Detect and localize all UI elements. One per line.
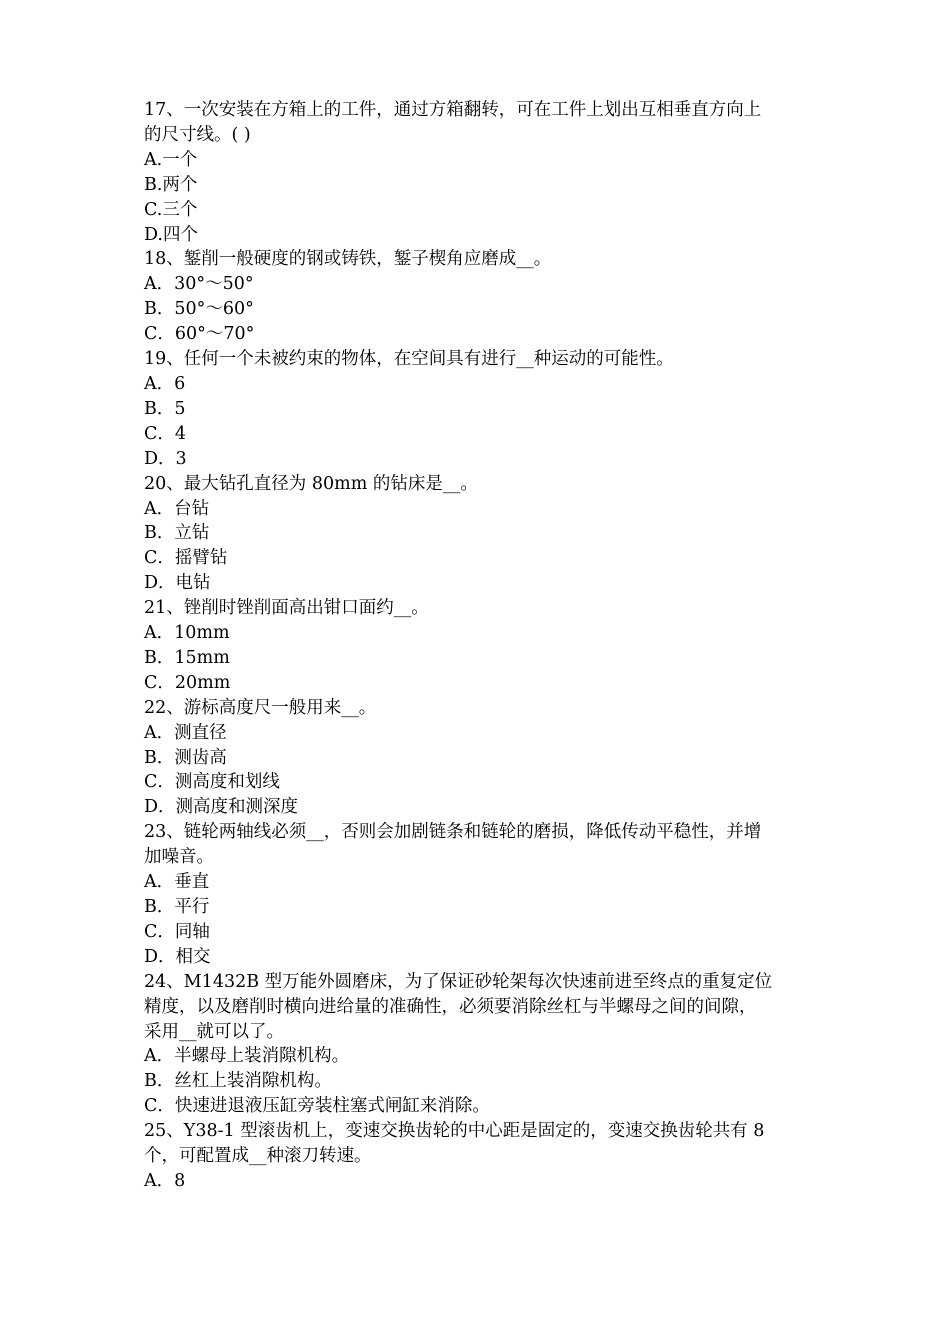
option-d: D．3 xyxy=(144,448,187,469)
option-d: D．电钻 xyxy=(144,573,211,594)
option-a: A．30°～50° xyxy=(144,274,254,295)
option-c: C．快速进退液压缸旁装柱塞式闸缸来消除。 xyxy=(144,1096,490,1117)
question-text: 采用__就可以了。 xyxy=(144,1021,284,1042)
question-22 xyxy=(144,696,812,821)
option-c: C．4 xyxy=(144,423,187,444)
option-b: B．测齿高 xyxy=(144,747,227,768)
option-b: B．平行 xyxy=(144,897,210,917)
question-text: 21、锉削时锉削面高出钳口面约__。 xyxy=(144,598,429,619)
option-a: A．半螺母上装消隙机构。 xyxy=(144,1046,350,1067)
option-d: D．测高度和测深度 xyxy=(144,797,299,818)
option-c: C.三个 xyxy=(144,199,198,220)
option-c: C．摇臂钻 xyxy=(144,548,228,569)
option-b: B．立钻 xyxy=(144,523,210,544)
option-a: A．6 xyxy=(144,373,186,394)
option-d: D．相交 xyxy=(144,946,211,967)
option-a: A.一个 xyxy=(144,149,198,170)
question-text: 17、一次安装在方箱上的工件，通过方箱翻转，可在工件上划出互相垂直方向上 xyxy=(144,100,762,120)
question-text: 精度，以及磨削时横向进给量的准确性，必须要消除丝杠与半螺母之间的间隙， xyxy=(144,996,757,1017)
option-b: B．50°～60° xyxy=(144,299,254,320)
option-a: A．垂直 xyxy=(144,872,210,893)
option-a: A．10mm xyxy=(144,623,230,644)
question-text: 23、链轮两轴线必须__，否则会加剧链条和链轮的磨损，降低传动平稳性，并增 xyxy=(144,822,762,843)
question-17 xyxy=(144,98,812,247)
option-a: A．8 xyxy=(144,1170,186,1191)
option-d: D.四个 xyxy=(144,224,198,245)
question-text: 的尺寸线。( ) xyxy=(144,124,251,145)
document-page xyxy=(144,98,812,1194)
question-21 xyxy=(144,596,812,696)
option-a: A．测直径 xyxy=(144,722,227,743)
question-23 xyxy=(144,820,812,969)
question-text: 18、錾削一般硬度的钢或铸铁，錾子楔角应磨成__。 xyxy=(144,249,552,270)
question-text: 20、最大钻孔直径为 80mm 的钻床是__。 xyxy=(144,473,478,494)
question-19 xyxy=(144,347,812,472)
question-text: 19、任何一个未被约束的物体，在空间具有进行__种运动的可能性。 xyxy=(144,349,674,370)
question-25 xyxy=(144,1119,812,1194)
option-c: C．同轴 xyxy=(144,921,210,942)
question-text: 加噪音。 xyxy=(144,847,214,868)
option-b: B．丝杠上装消隙机构。 xyxy=(144,1071,332,1092)
question-20 xyxy=(144,472,812,597)
option-a: A．台钻 xyxy=(144,498,210,519)
option-c: C．60°～70° xyxy=(144,324,255,345)
option-c: C．20mm xyxy=(144,672,231,693)
question-text: 22、游标高度尺一般用来__。 xyxy=(144,697,377,718)
option-b: B．5 xyxy=(144,398,186,419)
option-c: C．测高度和划线 xyxy=(144,772,280,793)
option-b: B．15mm xyxy=(144,647,230,668)
question-text: 24、M1432B 型万能外圆磨床，为了保证砂轮架每次快速前进至终点的重复定位 xyxy=(144,971,773,992)
question-24 xyxy=(144,970,812,1119)
question-text: 个，可配置成__种滚刀转速。 xyxy=(144,1146,372,1167)
question-18 xyxy=(144,247,812,347)
question-text: 25、Y38-1 型滚齿机上，变速交换齿轮的中心距是固定的，变速交换齿轮共有 8 xyxy=(144,1121,765,1142)
option-b: B.两个 xyxy=(144,174,198,195)
